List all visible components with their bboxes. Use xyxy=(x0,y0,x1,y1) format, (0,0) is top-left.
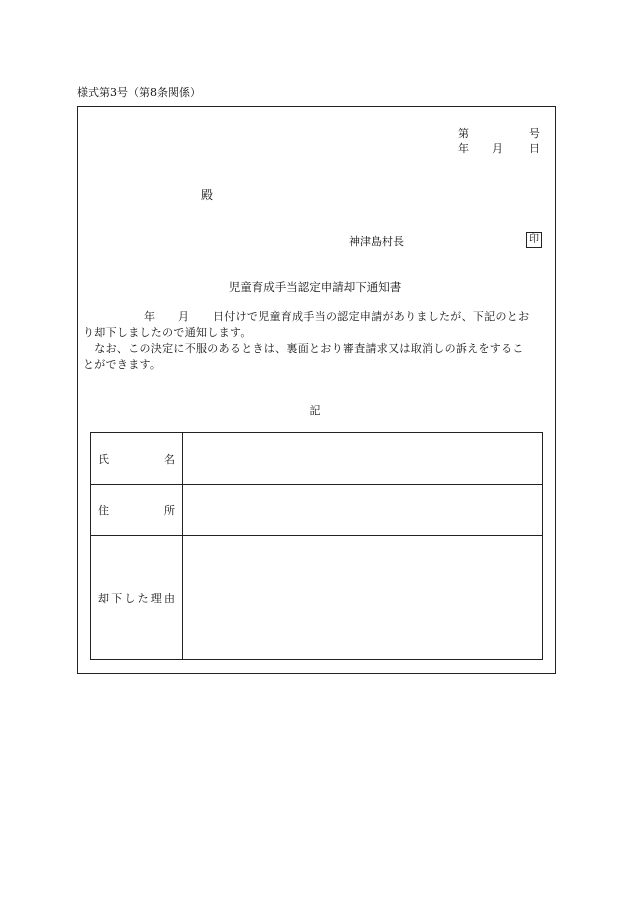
address-label-char: 所 xyxy=(164,504,175,517)
addressee-honorific: 殿 xyxy=(201,188,214,202)
number-prefix: 第 xyxy=(458,127,469,140)
date-year-label: 年 xyxy=(458,142,469,155)
detail-table xyxy=(90,432,543,660)
date-day-label: 日 xyxy=(529,142,540,155)
body-text-line-4: とができます。 xyxy=(83,358,162,371)
reason-value-cell xyxy=(183,536,543,660)
body-month-label: 月 xyxy=(178,310,190,323)
name-label-char: 名 xyxy=(164,452,175,466)
reason-label-char: 却 xyxy=(98,591,109,605)
table-row-name xyxy=(91,433,543,485)
document-title: 児童育成手当認定申請却下通知書 xyxy=(228,280,402,294)
table-row-reason xyxy=(91,536,543,660)
name-value-cell xyxy=(183,433,543,485)
reason-label-cell xyxy=(91,536,183,660)
date-month-label: 月 xyxy=(492,142,503,155)
body-text-line-1: 日付けで児童育成手当の認定申請がありましたが、下記のとお xyxy=(213,310,530,323)
record-heading: 記 xyxy=(309,404,321,417)
address-value-cell xyxy=(183,485,543,536)
body-text-line-2: り却下しましたので通知します。 xyxy=(83,326,252,339)
address-label-char: 住 xyxy=(98,504,109,517)
body-text-line-3: なお、この決定に不服のあるときは、裏面とおり審査請求又は取消しの訴えをするこ xyxy=(83,342,524,355)
body-year-label: 年 xyxy=(144,310,156,323)
form-number-label: 様式第3号（第8条関係） xyxy=(77,86,201,99)
issuer-name: 神津島村長 xyxy=(349,235,404,248)
name-label-cell xyxy=(91,433,183,485)
reason-label-char: た xyxy=(137,591,149,605)
address-label-cell xyxy=(91,485,183,536)
reason-label-char: 理 xyxy=(150,591,162,605)
reason-label-char: 由 xyxy=(163,591,175,605)
reason-label-char: し xyxy=(124,591,136,605)
name-label-char: 氏 xyxy=(98,452,109,466)
reason-label-char: 下 xyxy=(111,591,123,605)
seal-mark: 印 xyxy=(526,232,542,248)
number-suffix: 号 xyxy=(529,127,540,140)
table-row-address xyxy=(91,485,543,536)
